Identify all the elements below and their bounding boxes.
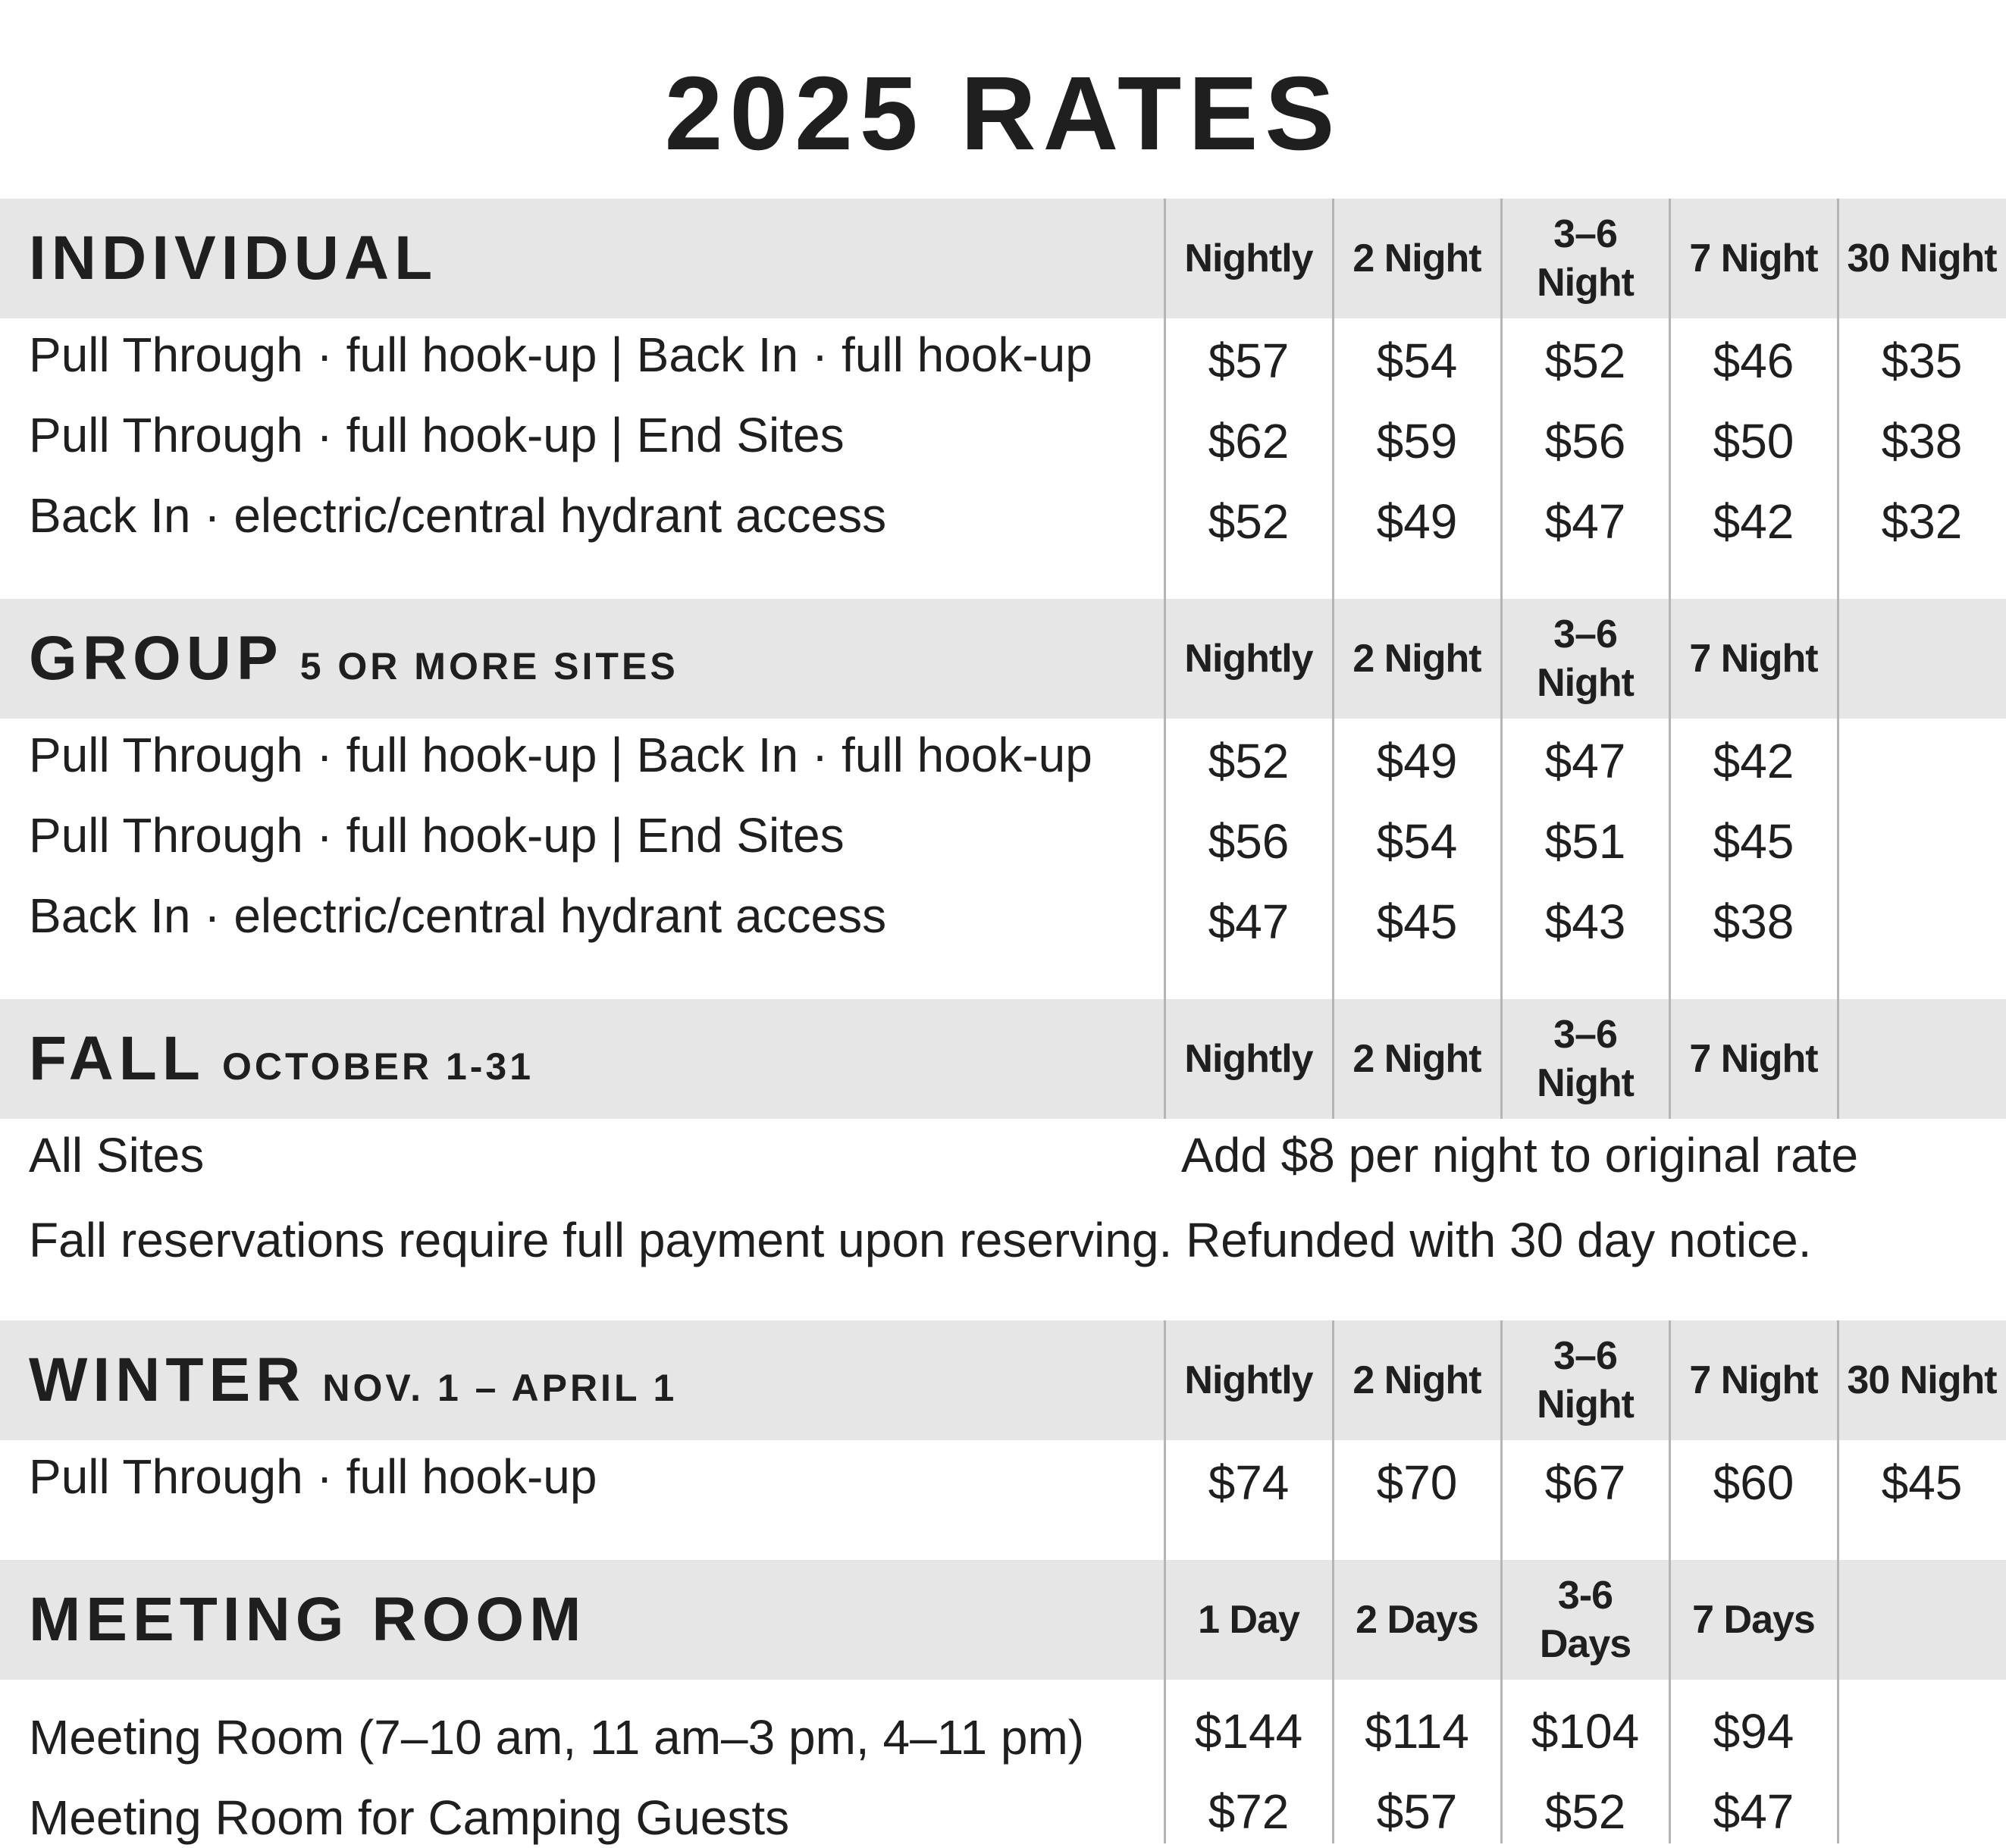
price-nightly: $57 [1208, 334, 1290, 388]
column-divider [1500, 1320, 1503, 1560]
price-3-6-night: $51 [1544, 814, 1626, 869]
price-2-night: $70 [1376, 1455, 1458, 1510]
section-title: MEETING ROOM [29, 1585, 587, 1654]
row-label: Meeting Room (7–10 am, 11 am–3 pm, 4–11 pm) [29, 1710, 1085, 1765]
col-header-30-night: 30 Night [1847, 1358, 1997, 1402]
col-header-2-night: 2 Night [1352, 637, 1481, 681]
fall-rate-note: Add $8 per night to original rate [1181, 1128, 1859, 1182]
col-header-3-6-night: 3–6 Night [1537, 1013, 1634, 1105]
price-nightly: $52 [1208, 494, 1290, 549]
row-label: Pull Through · full hook-up | Back In · full hook-up [29, 728, 1092, 782]
section-title-text: FALL [29, 1024, 205, 1093]
col-header-3-6-night: 3–6 Night [1537, 212, 1634, 305]
price-7-night: $60 [1713, 1455, 1794, 1510]
column-divider [1164, 999, 1166, 1119]
price-30-night: $32 [1881, 494, 1963, 549]
price-nightly: $52 [1208, 734, 1290, 788]
price-nightly: $47 [1208, 894, 1290, 949]
price-nightly: $56 [1208, 814, 1290, 869]
price-2-night: $59 [1376, 414, 1458, 468]
column-divider [1164, 1320, 1166, 1560]
row-label: Pull Through · full hook-up | Back In · full hook-up [29, 327, 1092, 382]
section-header [0, 599, 2006, 719]
price-7-night: $50 [1713, 414, 1794, 468]
price-2-night: $49 [1376, 494, 1458, 549]
price-2-days: $114 [1365, 1704, 1469, 1759]
section-header [0, 999, 2006, 1119]
section-subtitle: 5 OR MORE SITES [299, 645, 679, 688]
col-header-7-night: 7 Night [1689, 236, 1818, 280]
price-3-6-night: $47 [1544, 494, 1626, 549]
price-3-6-night: $67 [1544, 1455, 1626, 1510]
row-label: Meeting Room for Camping Guests [29, 1790, 790, 1845]
price-30-night: $38 [1881, 414, 1963, 468]
page-title: 2025 RATES [664, 55, 1342, 172]
col-header-2-night: 2 Night [1352, 1037, 1481, 1081]
row-label: Pull Through · full hook-up [29, 1449, 597, 1504]
section-title-text: GROUP [29, 624, 284, 693]
price-7-night: $42 [1713, 734, 1794, 788]
column-divider [1837, 999, 1839, 1119]
section-subtitle: NOV. 1 – APRIL 1 [322, 1367, 678, 1409]
row-label: Pull Through · full hook-up | End Sites [29, 408, 845, 462]
price-7-days: $94 [1713, 1704, 1794, 1759]
price-30-night: $35 [1881, 334, 1963, 388]
price-3-6-night: $56 [1544, 414, 1626, 468]
price-3-6-night: $52 [1544, 334, 1626, 388]
price-2-days: $57 [1376, 1784, 1458, 1839]
col-header-7-night: 7 Night [1689, 637, 1818, 681]
price-2-night: $54 [1376, 814, 1458, 869]
col-header-30-night: 30 Night [1847, 236, 1997, 280]
section-title [29, 999, 534, 1119]
price-3-6-days: $104 [1531, 1704, 1640, 1759]
price-2-night: $54 [1376, 334, 1458, 388]
price-2-night: $49 [1376, 734, 1458, 788]
row-label: Pull Through · full hook-up | End Sites [29, 808, 845, 863]
column-divider [1669, 999, 1671, 1119]
price-nightly: $62 [1208, 414, 1290, 468]
col-header-nightly: Nightly [1184, 236, 1313, 280]
col-header-7-night: 7 Night [1689, 1358, 1818, 1402]
column-divider [1837, 1320, 1839, 1560]
col-header-nightly: Nightly [1184, 637, 1313, 681]
section-title: INDIVIDUAL [29, 224, 438, 293]
col-header-nightly: Nightly [1184, 1037, 1313, 1081]
column-divider [1332, 1320, 1334, 1560]
section-title [29, 599, 679, 719]
col-header-2-days: 2 Days [1356, 1598, 1478, 1642]
row-label: All Sites [29, 1128, 205, 1182]
section-title-text: WINTER [29, 1345, 306, 1414]
price-7-night: $38 [1713, 894, 1794, 949]
col-header-1-day: 1 Day [1198, 1598, 1299, 1642]
price-1-day: $144 [1194, 1704, 1303, 1759]
price-7-night: $45 [1713, 814, 1794, 869]
col-header-3-6-night: 3–6 Night [1537, 612, 1634, 705]
section-header [0, 199, 2006, 318]
col-header-7-night: 7 Night [1689, 1037, 1818, 1081]
column-divider [1669, 1320, 1671, 1560]
price-30-night: $45 [1881, 1455, 1963, 1510]
section-subtitle: OCTOBER 1-31 [221, 1045, 534, 1088]
section-title [29, 1320, 677, 1440]
price-7-night: $46 [1713, 334, 1794, 388]
col-header-7-days: 7 Days [1692, 1598, 1815, 1642]
col-header-nightly: Nightly [1184, 1358, 1313, 1402]
section-header [0, 1560, 2006, 1680]
row-label: Back In · electric/central hydrant access [29, 488, 887, 543]
col-header-3-6-days: 3-6 Days [1539, 1574, 1631, 1666]
section-header [0, 1320, 2006, 1440]
price-3-6-days: $52 [1544, 1784, 1626, 1839]
fall-policy-note: Fall reservations require full payment upon reserving. Refunded with 30 day notice. [29, 1213, 1812, 1267]
price-3-6-night: $43 [1544, 894, 1626, 949]
col-header-2-night: 2 Night [1352, 1358, 1481, 1402]
column-divider [1500, 999, 1503, 1119]
col-header-3-6-night: 3–6 Night [1537, 1334, 1634, 1427]
price-nightly: $74 [1208, 1455, 1290, 1510]
column-divider [1332, 999, 1334, 1119]
price-1-day: $72 [1208, 1784, 1290, 1839]
price-7-night: $42 [1713, 494, 1794, 549]
row-label: Back In · electric/central hydrant access [29, 888, 887, 943]
col-header-2-night: 2 Night [1352, 236, 1481, 280]
price-7-days: $47 [1713, 1784, 1794, 1839]
price-2-night: $45 [1376, 894, 1458, 949]
price-3-6-night: $47 [1544, 734, 1626, 788]
